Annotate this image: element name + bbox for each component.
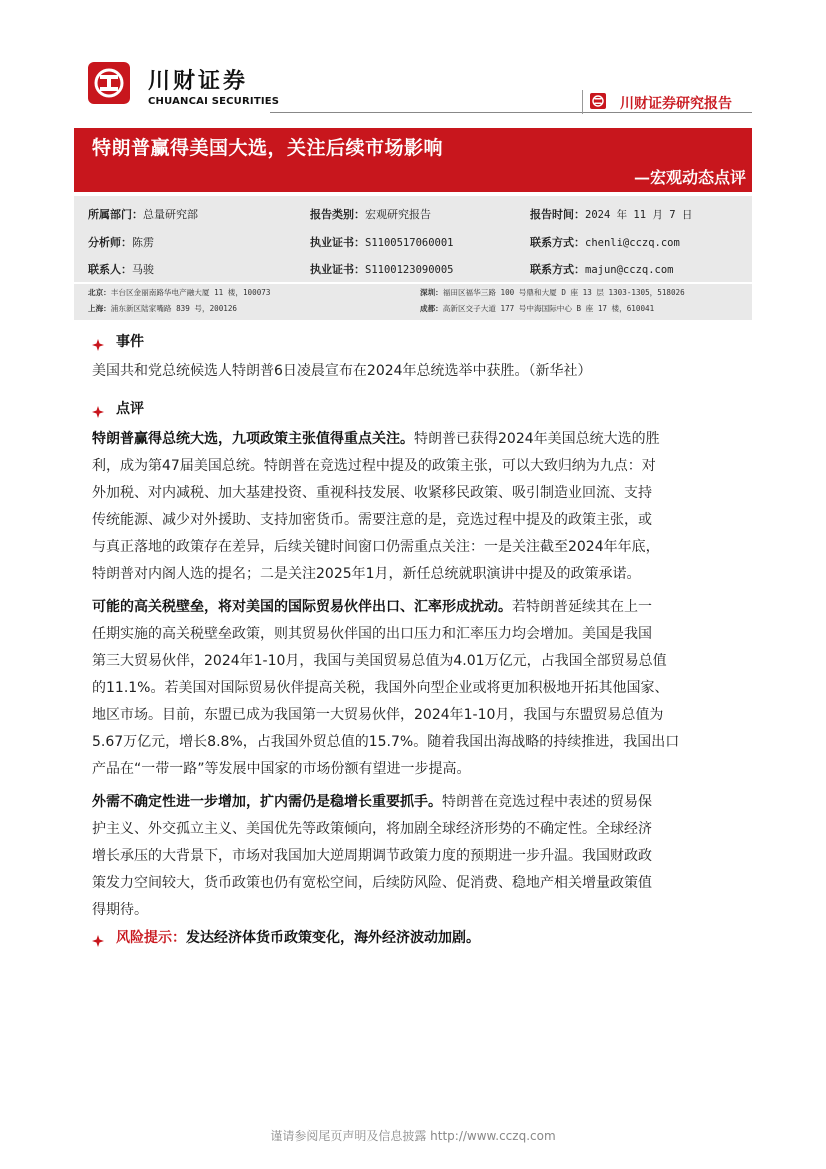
chengdu-address: 成都：高新区交子大道 177 号中海国际中心 B 座 17 楼，610041 <box>420 304 655 313</box>
contact-person-field: 联系人：马骏 <box>88 263 154 276</box>
paragraph-3-lead: 外需不确定性进一步增加，扩内需仍是稳增长重要抓手。 <box>92 794 442 810</box>
time-field: 报告时间：2024 年 11 月 7 日 <box>530 208 693 221</box>
type-field: 报告类别：宏观研究报告 <box>310 208 431 221</box>
report-info-panel <box>74 196 752 282</box>
risk-warning <box>116 927 480 947</box>
dept-field: 所属部门：总量研究部 <box>88 208 198 221</box>
paragraph-2-lead: 可能的高关税壁垒，将对美国的国际贸易伙伴出口、汇率形成扰动。 <box>92 599 512 615</box>
diamond-bullet-icon <box>92 403 102 413</box>
shenzhen-address: 深圳：福田区福华三路 100 号鼎和大厦 D 座 13 层 1303-1305，518026 <box>420 288 685 297</box>
cert1-field: 执业证书：S1100517060001 <box>310 236 454 249</box>
small-logo-icon <box>590 93 606 109</box>
logo-chinese-name: 川财证券 <box>148 69 249 94</box>
report-tag-text: 川财证券研究报告 <box>620 96 732 112</box>
section-title-comment: 点评 <box>116 401 144 417</box>
risk-text: 发达经济体货币政策变化，海外经济波动加剧。 <box>186 930 480 946</box>
contact1-field: 联系方式：chenli@cczq.com <box>530 236 680 249</box>
risk-label: 风险提示： <box>116 930 186 946</box>
comment-paragraph-3: 外需不确定性进一步增加，扩内需仍是稳增长重要抓手。特朗普在竞选过程中表述的贸易保 护主义、外交孤立主义、美国优先等政策倾向，将加剧全球经济形势的不确定性。全球经济 增长承压的大背景下，市场对我国加大逆周期调节政策力度的预期进一步升温。我国财政政 策发力空间较大，货币政策也仍有宽松空间，后续防风险、促消费、稳地产相关增量政策值 得期待。 <box>92 794 652 918</box>
company-logo-icon <box>88 62 130 104</box>
shanghai-address: 上海：浦东新区陆家嘴路 839 号，200126 <box>88 304 238 313</box>
analyst-field: 分析师：陈雳 <box>88 236 154 249</box>
comment-paragraph-2: 可能的高关税壁垒，将对美国的国际贸易伙伴出口、汇率形成扰动。若特朗普延续其在上一 任期实施的高关税壁垒政策，则其贸易伙伴国的出口压力和汇率压力均会增加。美国是我国 第三大贸易伙伴，2024年1-10月，我国与美国贸易总值为4.01万亿元，占我国全部贸易总值 的11.1%。若美国对国际贸易伙伴提高关税，我国外向型企业或将更加积极地开拓其他国家、 地区市场。目前，东盟已成为我国第一大贸易伙伴，2024年1-10月，我国与东盟贸易总值为 5.67万亿元，增长8.8%，占我国外贸总值的15.7%。随着我国出海战略的持续推进，我国出口 产品在“一带一路”等发展中国家的市场份额有望进一步提高。 <box>92 599 680 777</box>
comment-paragraph-1: 特朗普赢得总统大选，九项政策主张值得重点关注。特朗普已获得2024年美国总统大选的胜 利，成为第47届美国总统。特朗普在竞选过程中提及的政策主张，可以大致归纳为九点：对 外加税、对内减税、加大基建投资、重视科技发展、收紧移民政策、吸引制造业回流、支持 传统能源、减少对外援助、支持加密货币。需要注意的是，竞选过程中提及的政策主张，或 与真正落地的政策存在差异，后续关键时间窗口仍需重点关注：一是关注截至2024年年底， 特朗普对内阁人选的提名；二是关注2025年1月，新任总统就职演讲中提及的政策承诺。 <box>92 431 660 582</box>
section-title-event: 事件 <box>116 334 144 350</box>
event-text: 美国共和党总统候选人特朗普6日凌晨宣布在2024年总统选举中获胜。（新华社） <box>92 363 592 379</box>
contact2-field: 联系方式：majun@cczq.com <box>530 263 674 276</box>
diamond-bullet-icon <box>92 932 102 942</box>
footer-disclaimer: 谨请参阅尾页声明及信息披露 http://www.cczq.com <box>270 1129 556 1143</box>
cert2-field: 执业证书：S1100123090005 <box>310 263 454 276</box>
diamond-bullet-icon <box>92 336 102 346</box>
logo-english-name: CHUANCAI SECURITIES <box>148 96 280 107</box>
office-addresses <box>74 283 752 320</box>
beijing-address: 北京：丰台区金丽南路华电产融大厦 11 楼，100073 <box>88 288 271 297</box>
report-subtitle: —宏观动态点评 <box>633 168 746 187</box>
paragraph-1-lead: 特朗普赢得总统大选，九项政策主张值得重点关注。 <box>92 431 414 447</box>
report-title: 特朗普赢得美国大选，关注后续市场影响 <box>92 137 444 159</box>
